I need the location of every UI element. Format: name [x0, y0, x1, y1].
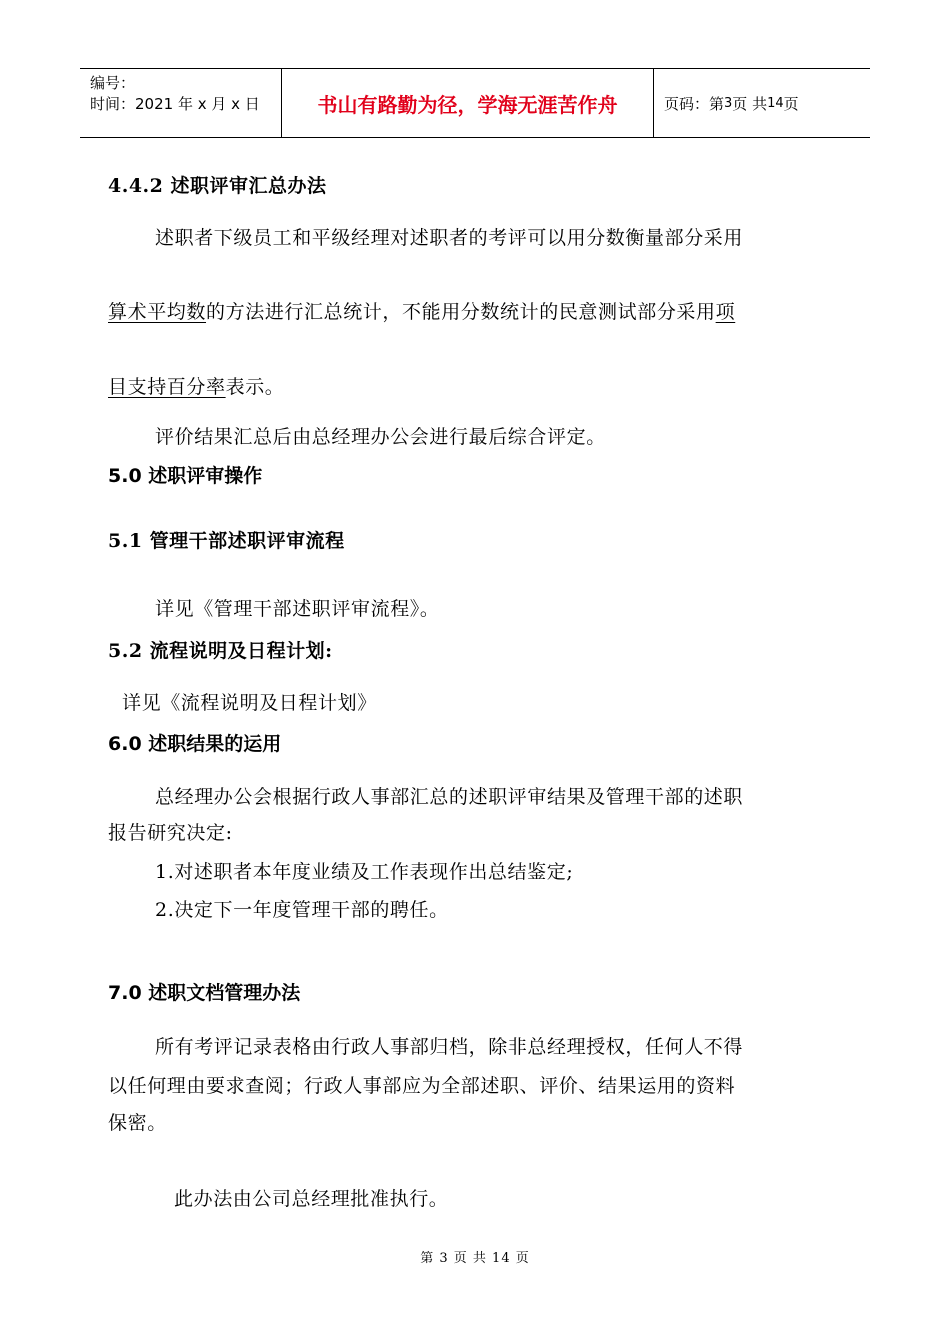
section-5-2-heading: 5.2 流程说明及日程计划: — [108, 640, 333, 662]
header-meta — [80, 69, 282, 137]
page-total: 14 — [767, 95, 784, 111]
s442-term-arithmetic-mean: 算术平均数 — [108, 301, 207, 323]
s442-line-3-text: 表示。 — [225, 376, 285, 398]
s442-line-2-text: 的方法进行汇总统计，不能用分数统计的民意测试部分采用 — [206, 301, 716, 323]
s7-paragraph-line-3: 保密。 — [108, 1112, 167, 1134]
section-5-1-heading: 5.1 管理干部述职评审流程 — [108, 530, 345, 552]
page-footer: 第 3 页 共 14 页 — [420, 1251, 530, 1266]
s442-paragraph-line-2 — [108, 297, 735, 324]
s6-list-item-1: 1.对述职者本年度业绩及工作表现作出总结鉴定; — [155, 861, 574, 883]
s442-paragraph-line-3 — [108, 372, 284, 399]
page-mid: 页 共 — [732, 94, 768, 113]
section-5-2-text: 详见《流程说明及日程计划》 — [122, 692, 377, 714]
section-4-4-2-heading: 4.4.2 述职评审汇总办法 — [108, 175, 327, 197]
s442-term-item-start: 项 — [715, 301, 736, 323]
s6-list-item-2: 2.决定下一年度管理干部的聘任。 — [155, 899, 449, 921]
s6-paragraph-line-1: 总经理办公会根据行政人事部汇总的述职评审结果及管理干部的述职 — [155, 786, 744, 808]
s7-paragraph-line-1: 所有考评记录表格由行政人事部归档，除非总经理授权，任何人不得 — [155, 1036, 744, 1058]
s442-term-support-rate: 目支持百分率 — [108, 376, 226, 398]
s442-paragraph-line-1: 述职者下级员工和平级经理对述职者的考评可以用分数衡量部分采用 — [155, 227, 744, 249]
page-current: 3 — [724, 95, 733, 111]
section-5-1-text: 详见《管理干部述职评审流程》。 — [155, 598, 440, 620]
page-header — [80, 68, 870, 138]
section-6-heading: 6.0 述职结果的运用 — [108, 733, 282, 755]
s442-paragraph-2: 评价结果汇总后由总经理办公会进行最后综合评定。 — [155, 426, 606, 448]
document-number-label: 编号： — [90, 74, 136, 92]
s7-paragraph-line-2: 以任何理由要求查阅；行政人事部应为全部述职、评价、结果运用的资料 — [108, 1075, 736, 1097]
s7-paragraph-2: 此办法由公司总经理批准执行。 — [174, 1188, 449, 1210]
document-date-label: 时间：2021 年 x 月 x 日 — [90, 95, 260, 113]
section-5-heading: 5.0 述职评审操作 — [108, 465, 263, 487]
header-motto: 书山有路勤为径，学海无涯苦作舟 — [282, 69, 654, 137]
page-label: 页码：第 — [664, 94, 725, 113]
header-page-number — [654, 69, 870, 137]
section-7-heading: 7.0 述职文档管理办法 — [108, 982, 301, 1004]
s6-paragraph-line-2: 报告研究决定: — [108, 822, 233, 844]
page-end: 页 — [783, 94, 799, 113]
